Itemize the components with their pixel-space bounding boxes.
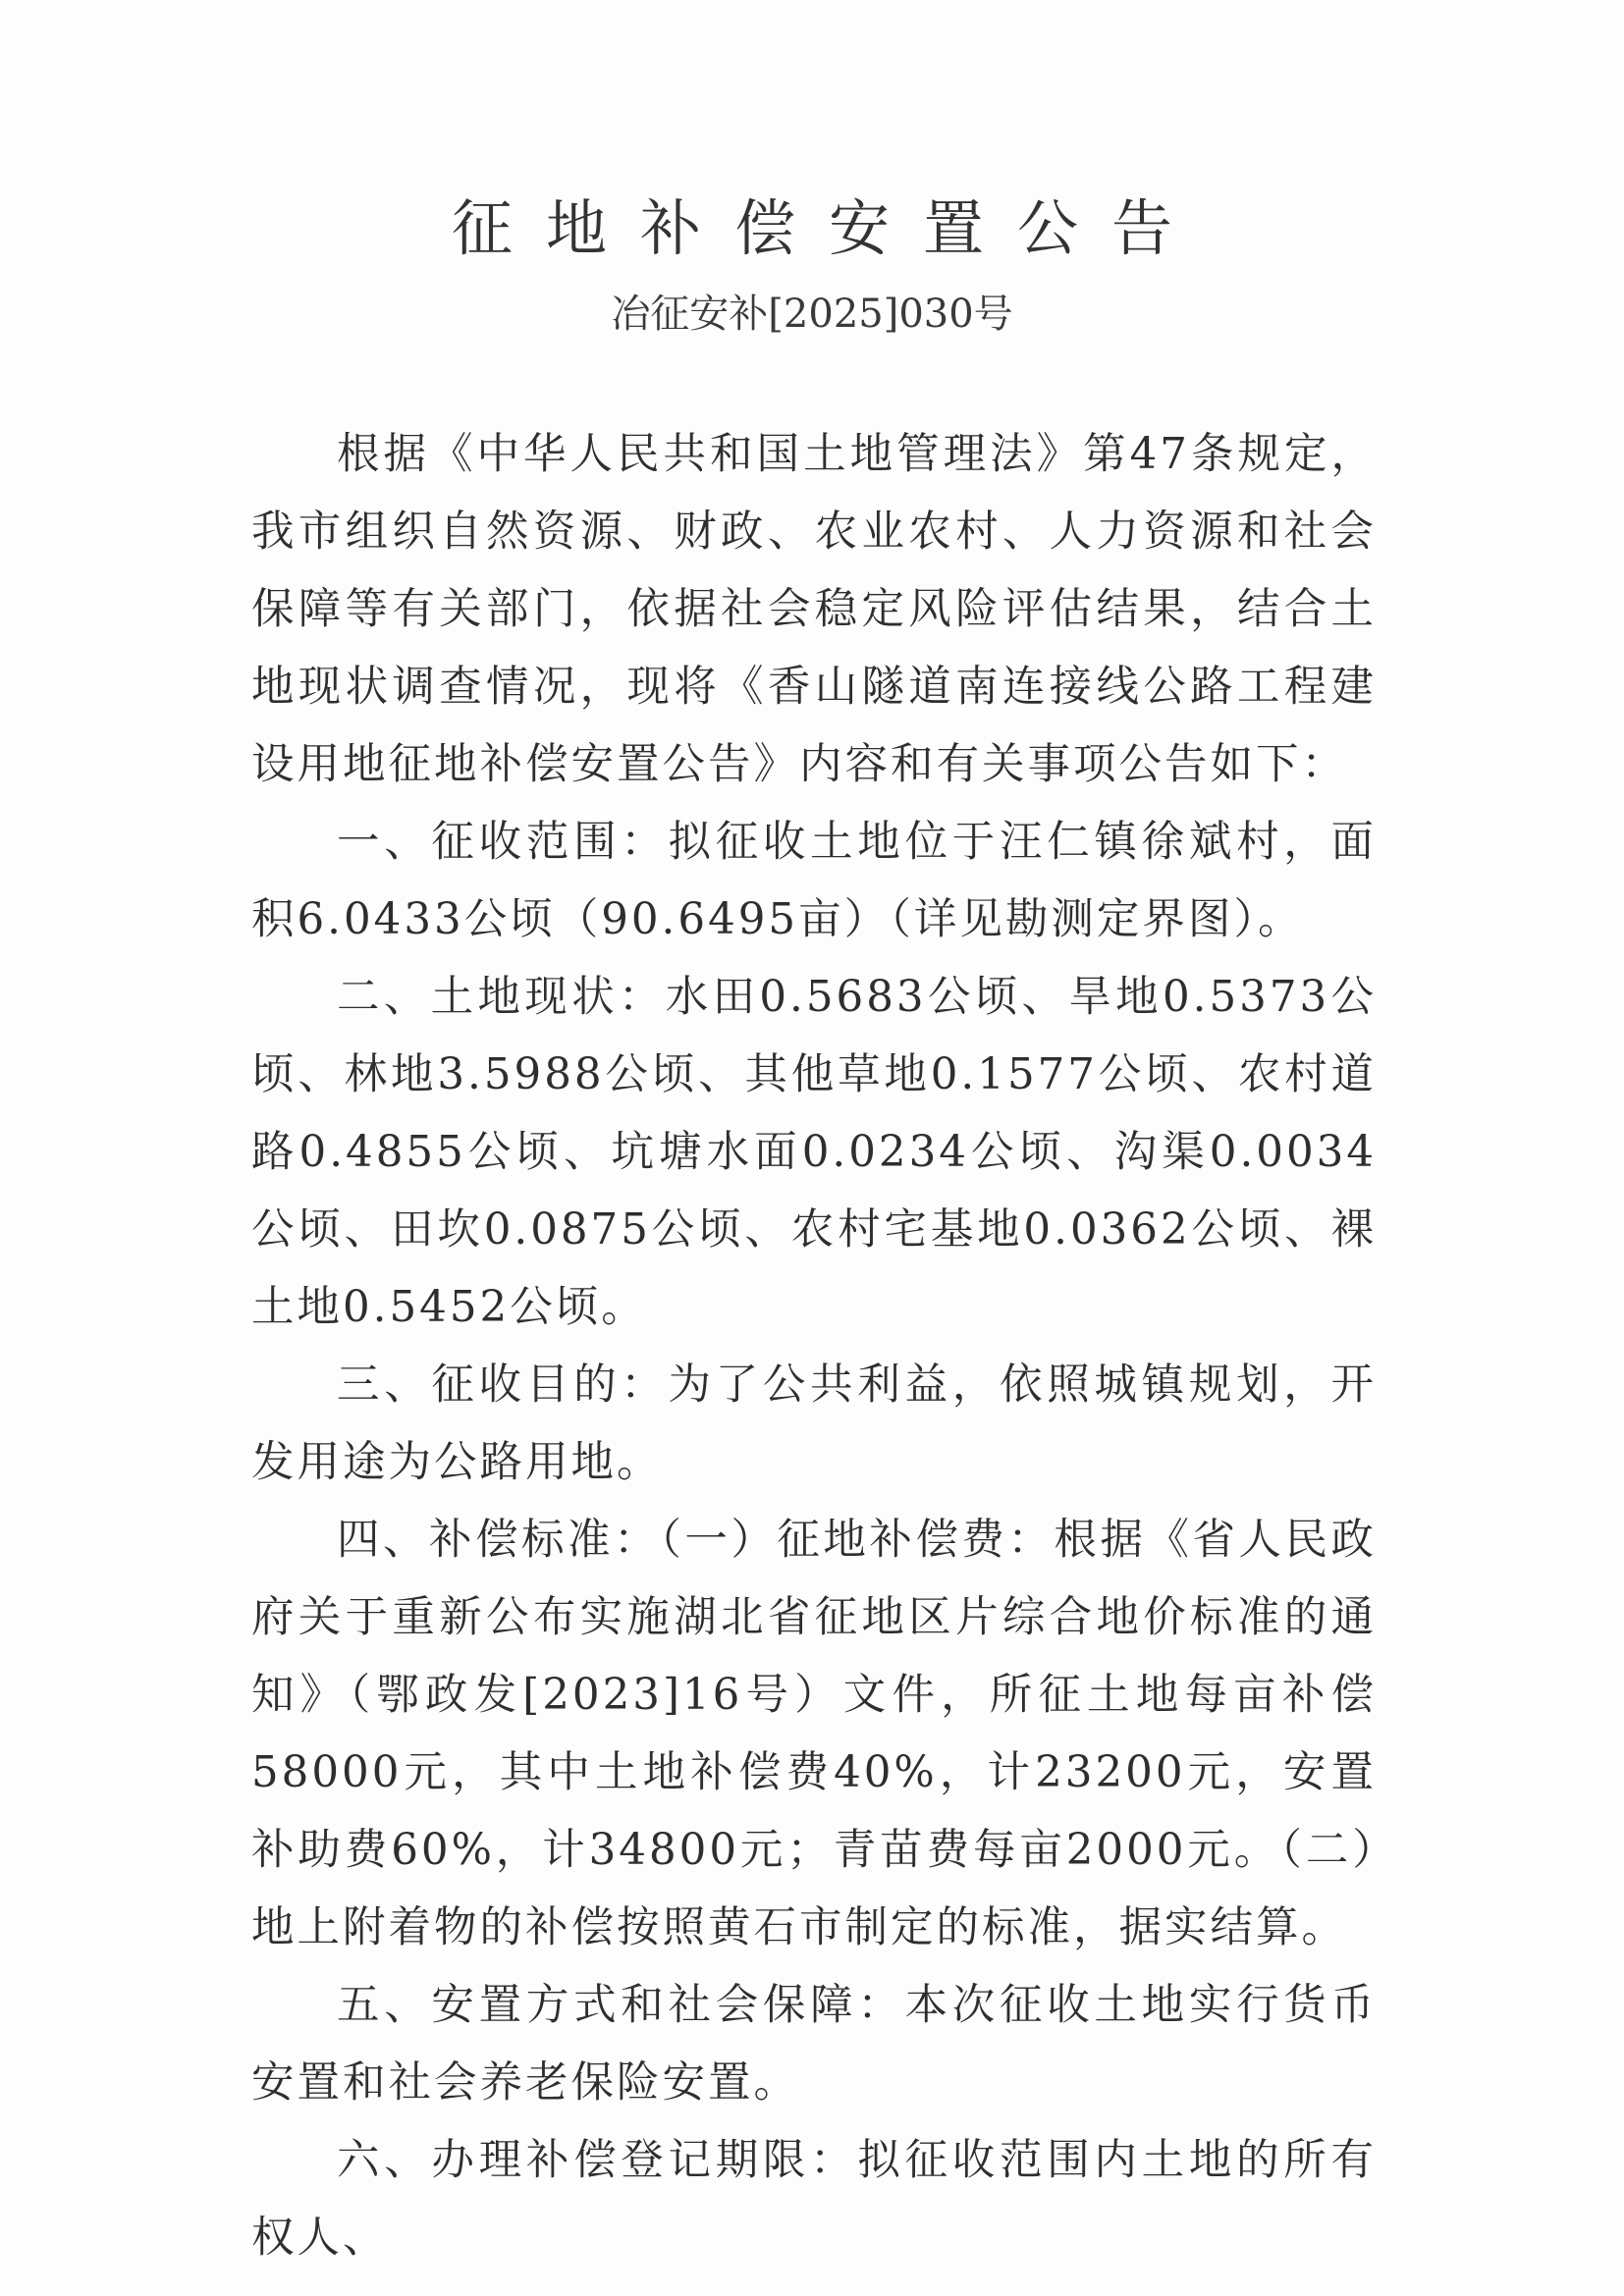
document-title: 征地补偿安置公告 [451,192,1206,264]
paragraph-purpose: 三、征收目的：为了公共利益，依照城镇规划，开发用途为公路用地。 [251,1361,1377,1487]
paragraph-scope: 一、征收范围：拟征收土地位于汪仁镇徐斌村，面积6.0433公顷（90.6495亩）（详见勘测定界图）。 [251,818,1377,944]
document-number: 冶征安补[2025]030号 [611,292,1013,337]
document-body [251,416,1377,2277]
paragraph-land-status: 二、土地现状：水田0.5683公顷、旱地0.5373公顷、林地3.5988公顷、其他草地0.1577公顷、农村道路0.4855公顷、坑塘水面0.0234公顷、沟渠0.0034公顷、田坎0.0875公顷、农村宅基地0.0362公顷、裸土地0.5452公顷。 [251,973,1377,1332]
paragraph-compensation-standard: 四、补偿标准：（一）征地补偿费：根据《省人民政府关于重新公布实施湖北省征地区片综合地价标准的通知》（鄂政发[2023]16号）文件，所征土地每亩补偿58000元，其中土地补偿费40%，计23200元，安置补助费60%，计34800元；青苗费每亩2000元。（二）地上附着物的补偿按照黄石市制定的标准，据实结算。 [251,1516,1377,1952]
paragraph-resettlement: 五、安置方式和社会保障：本次征收土地实行货币安置和社会养老保险安置。 [251,1981,1377,2108]
paragraph-registration-deadline: 六、办理补偿登记期限：拟征收范围内土地的所有权人、 [251,2136,1377,2263]
paragraph-intro: 根据《中华人民共和国土地管理法》第47条规定，我市组织自然资源、财政、农业农村、人力资源和社会保障等有关部门，依据社会稳定风险评估结果，结合土地现状调查情况，现将《香山隧道南连接线公路工程建设用地征地补偿安置公告》内容和有关事项公告如下： [251,430,1377,789]
